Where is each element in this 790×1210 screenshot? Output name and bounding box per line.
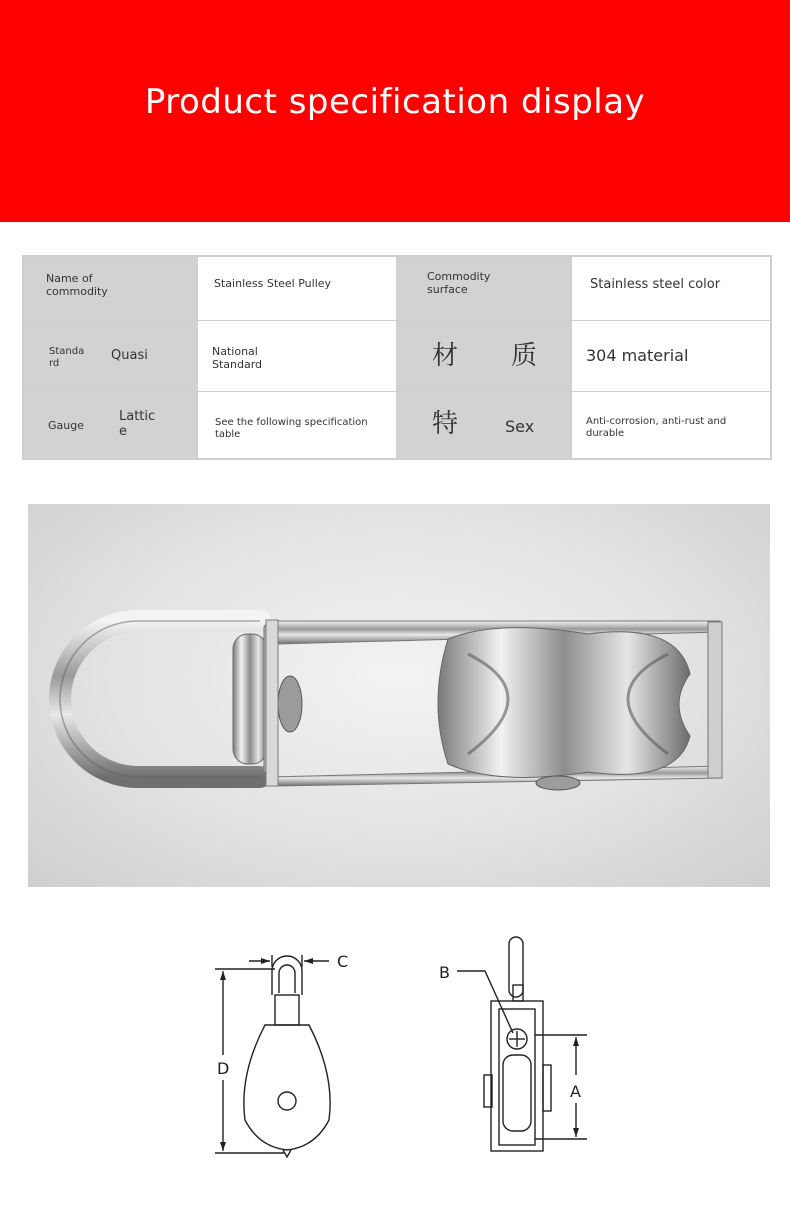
spec-cell-gauge-label <box>24 392 197 458</box>
spec-cell-material-label <box>398 321 571 391</box>
spec-cell-standard-label <box>24 321 197 391</box>
spec-label-lattice: Lattic e <box>119 409 156 439</box>
spec-value-gauge: See the following specification table <box>215 417 368 440</box>
spec-table <box>22 255 772 460</box>
header-banner <box>0 0 790 222</box>
spec-cell-gauge-value <box>198 392 396 458</box>
spec-label-material-char1: 材 <box>432 341 459 371</box>
spec-cell-surface-label <box>398 257 571 320</box>
dimension-drawing <box>195 925 615 1170</box>
spec-cell-material-value <box>572 321 770 391</box>
spec-label-gauge: Gauge <box>48 419 84 432</box>
page-title: Product specification display <box>144 82 646 122</box>
spec-value-feature: Anti-corrosion, anti-rust and durable <box>586 416 727 439</box>
spec-cell-feature-value <box>572 392 770 458</box>
spec-cell-name-value <box>198 257 396 320</box>
spec-label-sex: Sex <box>505 417 535 436</box>
spec-label-material-char2: 质 <box>511 341 538 371</box>
dimension-label-c: C <box>337 952 349 971</box>
dimension-label-b: B <box>439 963 450 982</box>
pulley-diagram <box>195 925 615 1170</box>
spec-value-surface: Stainless steel color <box>590 277 721 292</box>
pulley-illustration <box>28 504 770 887</box>
spec-label-feature-char: 特 <box>432 409 459 439</box>
spec-label-commodity-surface: Commodity surface <box>427 270 491 296</box>
spec-cell-name-label <box>24 257 197 320</box>
spec-value-name: Stainless Steel Pulley <box>214 277 332 290</box>
spec-label-standard: Standa rd <box>49 346 85 369</box>
dimension-label-a: A <box>570 1082 581 1101</box>
spec-label-name-of-commodity: Name of commodity <box>46 272 108 298</box>
dimension-label-d: D <box>217 1059 230 1078</box>
spec-value-material: 304 material <box>586 346 689 365</box>
spec-value-standard: National Standard <box>212 345 263 371</box>
spec-cell-standard-value <box>198 321 396 391</box>
spec-label-quasi: Quasi <box>111 348 148 363</box>
product-photo <box>28 504 770 887</box>
spec-cell-feature-label <box>398 392 571 458</box>
spec-cell-surface-value <box>572 257 770 320</box>
